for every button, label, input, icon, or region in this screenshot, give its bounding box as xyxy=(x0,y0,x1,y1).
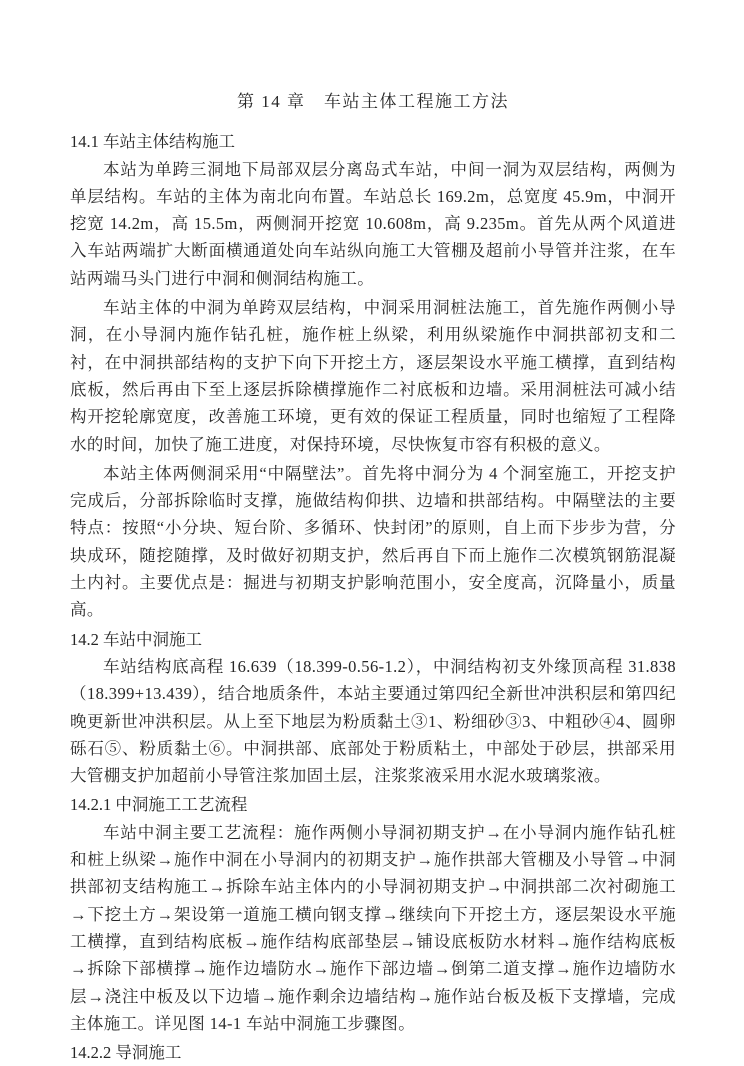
paragraph: 车站主体的中洞为单跨双层结构，中洞采用洞桩法施工，首先施作两侧小导洞，在小导洞内施作钻孔桩，施作桩上纵梁，利用纵梁施作中洞拱部初支和二衬，在中洞拱部结构的支护下向下开挖土方，逐层架设水平施工横撑，直到结构底板，然后再由下至上逐层拆除横撑施作二衬底板和边墙。采用洞桩法可减小结构开挖轮廓宽度，改善施工环境，更有效的保证工程质量，同时也缩短了工程降水的时间，加快了施工进度，对保持环境，尽快恢复市容有积极的意义。 xyxy=(70,298,676,454)
section-heading-14-2-2: 14.2.2 导洞施工 xyxy=(70,1043,182,1063)
chapter-title xyxy=(70,88,676,115)
paragraph: 车站结构底高程 16.639（18.399-0.56-1.2），中洞结构初支外缘顶高程 31.838（18.399+13.439），结合地质条件，本站主要通过第四纪全新世冲洪积层和第四纪晚更新世冲洪积层。从上至下地层为粉质黏土③1、粉细砂③3、中粗砂④4、圆卵砾石⑤、粉质黏土⑥。中洞拱部、底部处于粉质粘土，中部处于砂层，拱部采用大管棚支护加超前小导管注浆加固土层，注浆浆液采用水泥水玻璃浆液。 xyxy=(70,656,676,786)
paragraph: 车站中洞主要工艺流程：施作两侧小导洞初期支护→在小导洞内施作钻孔桩和桩上纵梁→施作中洞在小导洞内的初期支护→施作拱部大管棚及小导管→中洞拱部初支结构施工→拆除车站主体内的小导洞初期支护→中洞拱部二次衬砌施工→下挖土方→架设第一道施工横向钢支撑→继续向下开挖土方，逐层架设水平施工横撑，直到结构底板→施作结构底部垫层→铺设底板防水材料→施作结构底板→拆除下部横撑→施作边墙防水→施作下部边墙→倒第二道支撑→施作边墙防水层→浇注中板及以下边墙→施作剩余边墙结构→施作站台板及板下支撑墙，完成主体施工。详见图 14-1 车站中洞施工步骤图。 xyxy=(70,822,676,1033)
section-heading-14-2: 14.2 车站中洞施工 xyxy=(70,629,202,649)
section-heading-14-2-1: 14.2.1 中洞施工工艺流程 xyxy=(70,795,248,815)
paragraph: 本站为单跨三洞地下局部双层分离岛式车站，中间一洞为双层结构，两侧为单层结构。车站的主体为南北向布置。车站总长 169.2m，总宽度 45.9m，中洞开挖宽 14.2m，高 15.5m，两侧洞开挖宽 10.608m，高 9.235m。首先从两个风道进入车站两端扩大断面横通道处向车站纵向施工大管棚及超前小导管并注浆，在车站两端马头门进行中洞和侧洞结构施工。 xyxy=(70,159,676,288)
chapter-title-text: 第 14 章 车站主体工程施工方法 xyxy=(237,92,509,111)
paragraph: 本站主体两侧洞采用“中隔壁法”。首先将中洞分为 4 个洞室施工，开挖支护完成后，分部拆除临时支撑，施做结构仰拱、边墙和拱部结构。中隔壁法的主要特点：按照“小分块、短台阶、多循环、快封闭”的原则，自上而下步步为营，分块成环，随挖随撑，及时做好初期支护，然后再自下而上施作二次模筑钢筋混凝土内衬。主要优点是：掘进与初期支护影响范围小，安全度高，沉降量小，质量高。 xyxy=(70,463,676,620)
section-heading-14-1: 14.1 车站主体结构施工 xyxy=(70,132,235,152)
